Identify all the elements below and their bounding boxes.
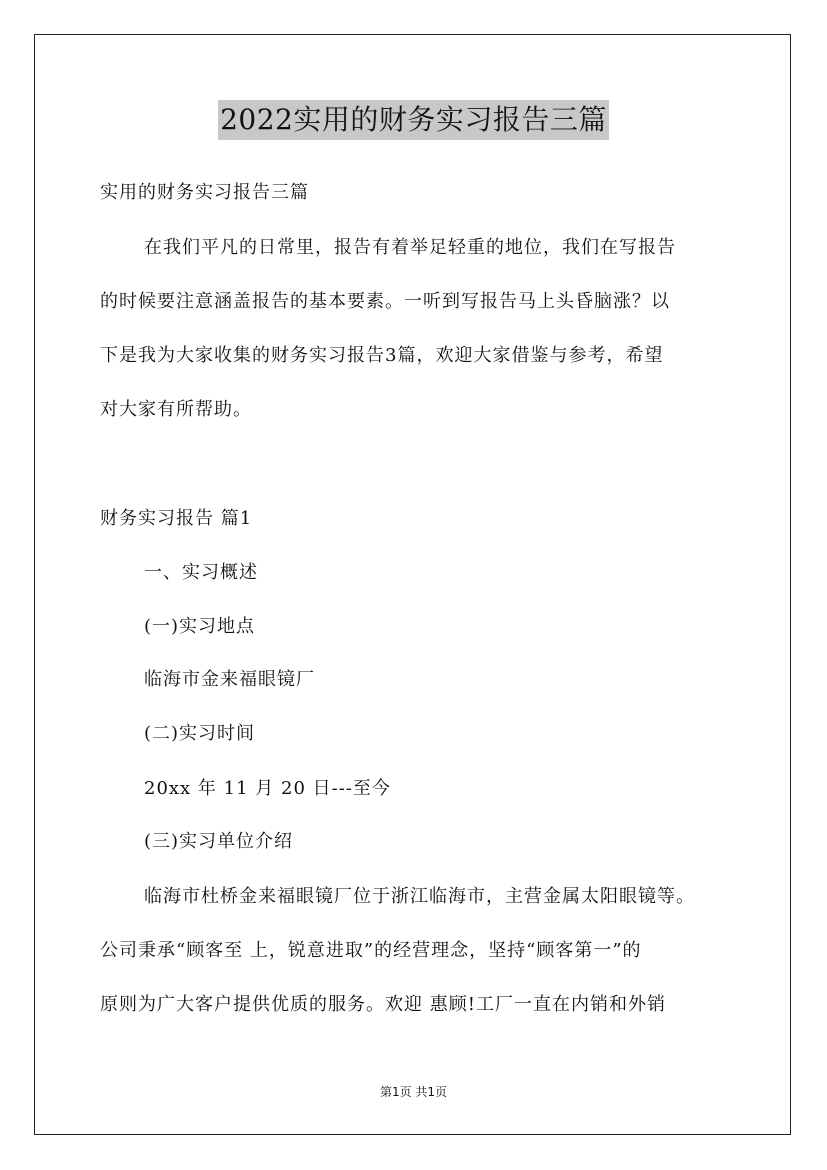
- title-container: [0, 100, 827, 140]
- item-time-value: 20xx 年 11 月 20 日---至今: [144, 778, 391, 799]
- body-line-1: 临海市杜桥金来福眼镜厂位于浙江临海市，主营金属太阳眼镜等。: [144, 886, 695, 907]
- page-footer: 第1页 共1页: [379, 1085, 448, 1099]
- intro-line-4: 对大家有所帮助。: [100, 399, 252, 420]
- item-overview: 一、实习概述: [144, 562, 258, 583]
- item-location-value: 临海市金来福眼镜厂: [144, 669, 315, 690]
- item-location-label: (一)实习地点: [144, 616, 256, 637]
- section-heading: 财务实习报告 篇1: [100, 508, 253, 529]
- intro-line-1: 在我们平凡的日常里，报告有着举足轻重的地位，我们在写报告: [144, 237, 676, 258]
- item-company-label: (三)实习单位介绍: [144, 831, 294, 852]
- body-line-3: 原则为广大客户提供优质的服务。欢迎 惠顾!工厂一直在内销和外销: [100, 994, 666, 1015]
- document-subtitle: 实用的财务实习报告三篇: [100, 182, 309, 203]
- item-time-label: (二)实习时间: [144, 723, 256, 744]
- body-line-2: 公司秉承“顾客至 上，锐意进取”的经营理念，坚持“顾客第一”的: [100, 940, 642, 961]
- intro-line-3: 下是我为大家收集的财务实习报告3篇，欢迎大家借鉴与参考，希望: [100, 345, 664, 366]
- document-title: 2022实用的财务实习报告三篇: [218, 100, 609, 140]
- intro-line-2: 的时候要注意涵盖报告的基本要素。一听到写报告马上头昏脑涨？以: [100, 291, 670, 312]
